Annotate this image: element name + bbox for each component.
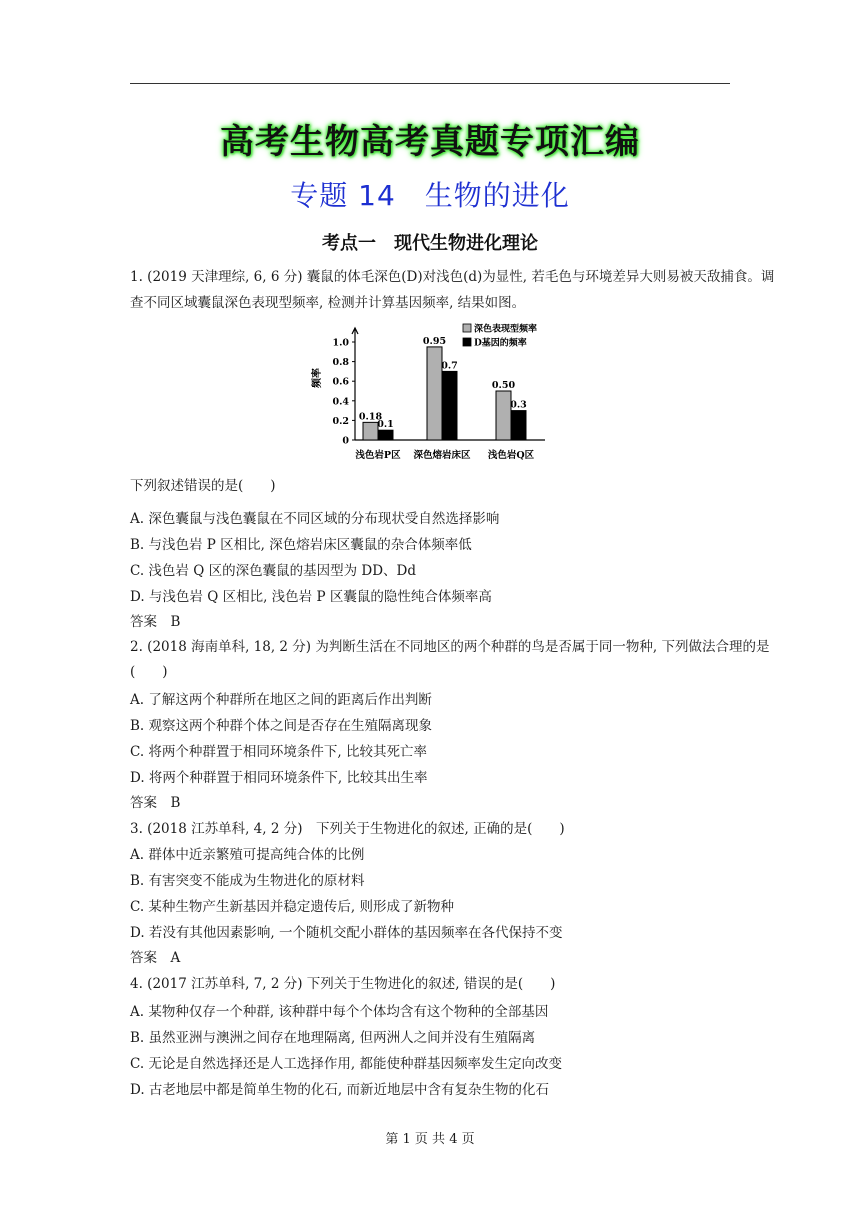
bar — [496, 391, 511, 440]
y-tick-label: 1.0 — [332, 337, 349, 349]
q3-stem-line1: 3. (2018 江苏单科, 4, 2 分) 下列关于生物进化的叙述, 正确的是( ) — [130, 821, 565, 837]
y-tick-label: 0.4 — [332, 396, 349, 408]
q1-stem-line1: 1. (2019 天津理综, 6, 6 分) 囊鼠的体毛深色(D)对浅色(d)为显性, 若毛色与环境差异大则易被天敌捕食。调 — [130, 269, 775, 285]
q4-stem-line1: 4. (2017 江苏单科, 7, 2 分) 下列关于生物进化的叙述, 错误的是( ) — [130, 976, 556, 992]
page-footer: 第 1 页 共 4 页 — [385, 1132, 475, 1147]
topic-title: 专题 14 生物的进化 — [290, 179, 570, 212]
bar — [363, 422, 378, 440]
q2-stem-line1: 2. (2018 海南单科, 18, 2 分) 为判断生活在不同地区的两个种群的鸟是否属于同一物种, 下列做法合理的是 — [130, 639, 770, 655]
q1-bar-chart — [300, 318, 560, 468]
q3-option-b: B. 有害突变不能成为生物进化的原材料 — [130, 873, 365, 889]
q2-option-b: B. 观察这两个种群个体之间是否存在生殖隔离现象 — [130, 718, 433, 734]
bar-value-label: 0.3 — [510, 399, 527, 411]
bar-value-label: 0.95 — [422, 335, 447, 347]
bar — [427, 347, 442, 440]
q2-option-c: C. 将两个种群置于相同环境条件下, 比较其死亡率 — [130, 744, 428, 760]
legend-label: D基因的频率 — [474, 338, 527, 349]
q2-answer: 答案 B — [130, 795, 181, 811]
q1-option-d: D. 与浅色岩 Q 区相比, 浅色岩 P 区囊鼠的隐性纯合体频率高 — [130, 589, 492, 605]
bar-value-label: 0.18 — [358, 411, 383, 423]
q4-option-d: D. 古老地层中都是简单生物的化石, 而新近地层中含有复杂生物的化石 — [130, 1082, 550, 1098]
q1-option-a: A. 深色囊鼠与浅色囊鼠在不同区域的分布现状受自然选择影响 — [130, 511, 500, 527]
q3-option-a: A. 群体中近亲繁殖可提高纯合体的比例 — [130, 847, 365, 863]
q1-stem-line2: 查不同区域囊鼠深色表现型频率, 检测并计算基因频率, 结果如图。 — [130, 295, 526, 311]
q4-option-a: A. 某物种仅存一个种群, 该种群中每个个体均含有这个物种的全部基因 — [130, 1004, 549, 1020]
banner-title: 高考生物高考真题专项汇编 — [220, 122, 640, 162]
y-tick-label: 0.6 — [332, 376, 349, 388]
header-rule — [130, 83, 730, 84]
legend-swatch — [463, 338, 471, 346]
bar-value-label: 0.7 — [441, 360, 458, 372]
y-tick-label: 0.2 — [332, 415, 349, 427]
q2-stem-line2: ( ) — [130, 664, 168, 680]
q3-answer: 答案 A — [130, 950, 181, 966]
q1-option-b: B. 与浅色岩 P 区相比, 深色熔岩床区囊鼠的杂合体频率低 — [130, 537, 472, 553]
section-title: 考点一 现代生物进化理论 — [322, 233, 538, 254]
y-tick-label: 0.8 — [332, 357, 349, 369]
q3-option-c: C. 某种生物产生新基因并稳定遗传后, 则形成了新物种 — [130, 899, 455, 915]
bar — [511, 411, 526, 440]
legend-swatch — [463, 324, 471, 332]
x-category-label: 浅色岩P区 — [355, 450, 401, 461]
q1-option-c: C. 浅色岩 Q 区的深色囊鼠的基因型为 DD、Dd — [130, 563, 416, 579]
q4-option-c: C. 无论是自然选择还是人工选择作用, 都能使种群基因频率发生定向改变 — [130, 1056, 563, 1072]
bar-value-label: 0.1 — [377, 419, 394, 431]
q2-option-d: D. 将两个种群置于相同环境条件下, 比较其出生率 — [130, 770, 428, 786]
x-category-label: 深色熔岩床区 — [413, 450, 471, 461]
q1-prompt: 下列叙述错误的是( ) — [130, 478, 276, 494]
bar — [442, 371, 457, 440]
bar-value-label: 0.50 — [491, 380, 516, 391]
bar — [378, 430, 393, 440]
y-axis-label: 频率 — [312, 368, 323, 388]
y-tick-label: 0 — [342, 435, 349, 447]
q3-option-d: D. 若没有其他因素影响, 一个随机交配小群体的基因频率在各代保持不变 — [130, 925, 563, 941]
x-category-label: 浅色岩Q区 — [487, 450, 535, 461]
q1-answer: 答案 B — [130, 614, 181, 630]
q4-option-b: B. 虽然亚洲与澳洲之间存在地理隔离, 但两洲人之间并没有生殖隔离 — [130, 1030, 536, 1046]
legend-label: 深色表现型频率 — [474, 324, 538, 335]
q2-option-a: A. 了解这两个种群所在地区之间的距离后作出判断 — [130, 692, 432, 708]
